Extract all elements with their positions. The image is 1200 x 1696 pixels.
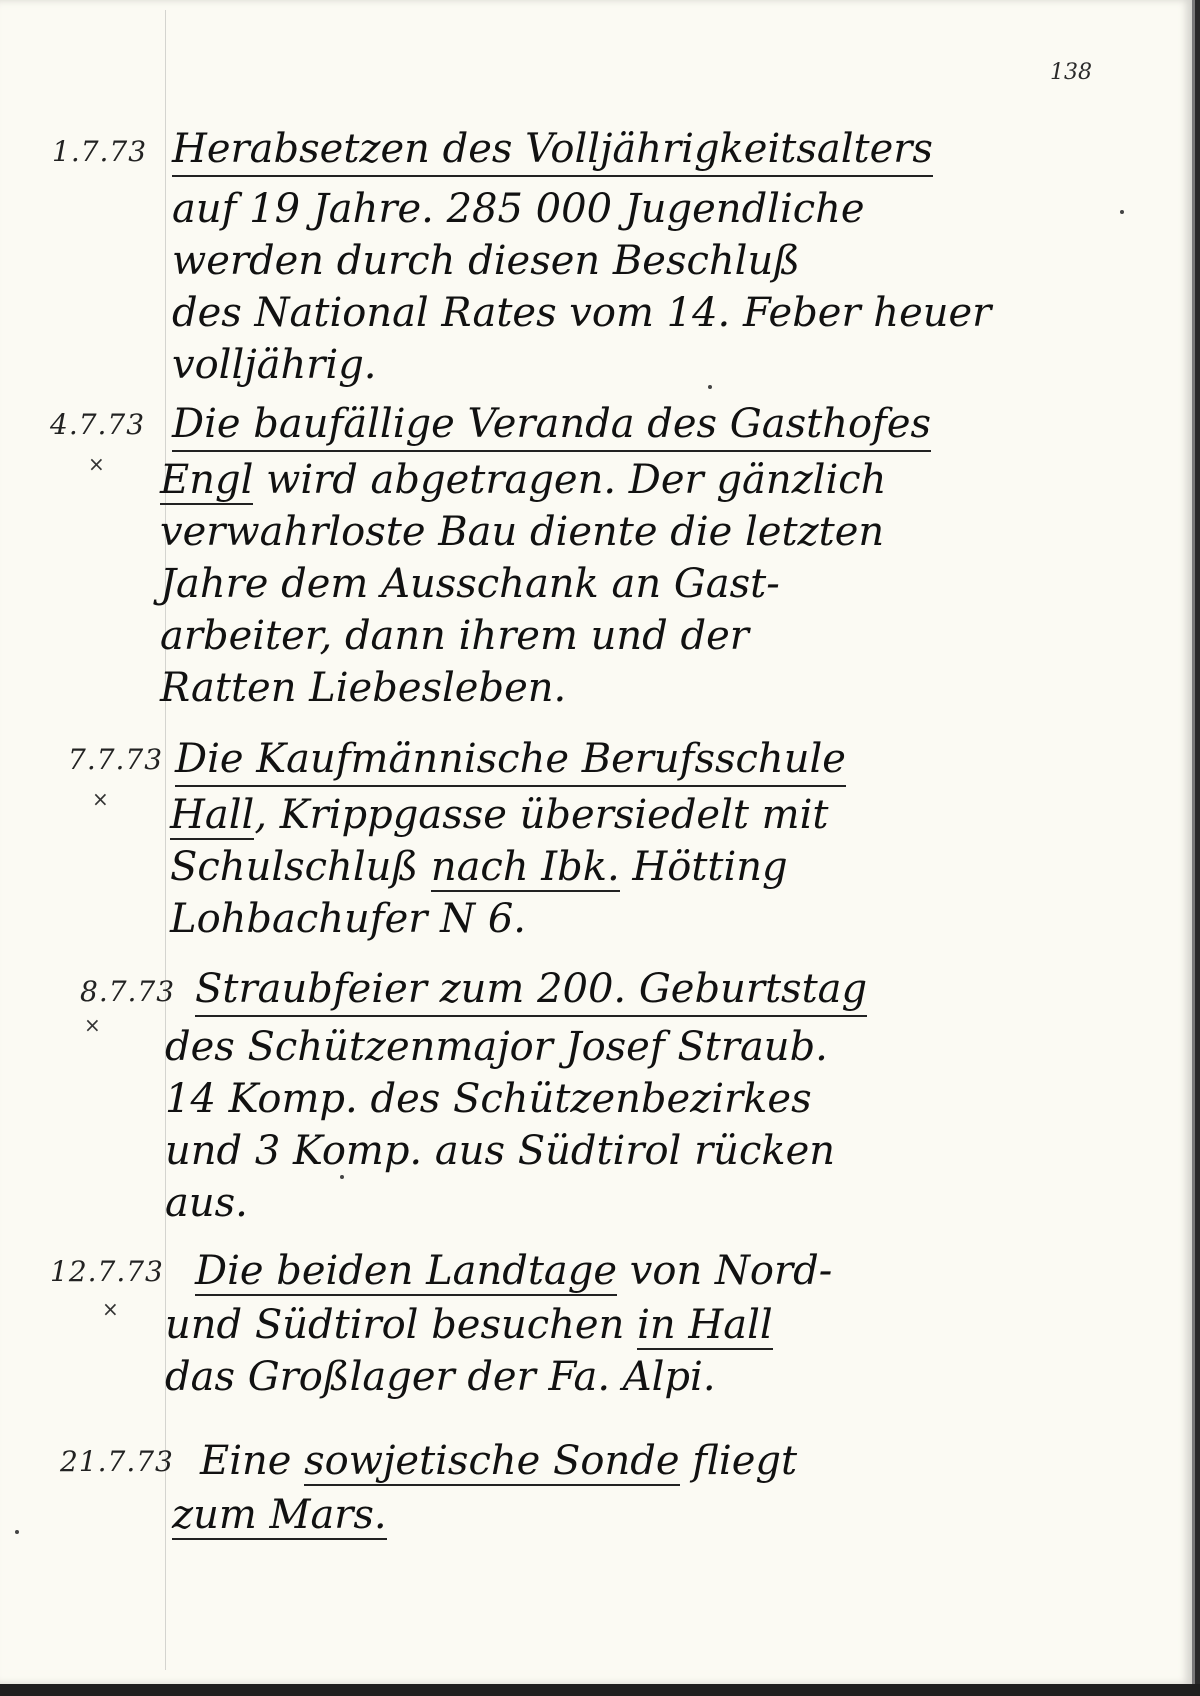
entry-title: Die baufällige Veranda des Gasthofes — [172, 400, 931, 452]
entry-date: 4.7.73 — [50, 408, 146, 441]
entry-body-line — [170, 789, 828, 841]
entry-body-underlined: in Hall — [637, 1302, 773, 1348]
ink-speck — [15, 1530, 19, 1534]
entry-body-underlined: nach Ibk. — [430, 844, 620, 890]
entry-title: Herabsetzen des Volljährigkeitsalters — [172, 125, 933, 177]
entry-body-text: wird abgetragen. Der gänzlich — [253, 457, 887, 503]
entry-title-cont: zum Mars. — [172, 1492, 387, 1538]
ink-speck — [1120, 210, 1124, 214]
entry-date: 8.7.73 — [80, 975, 176, 1008]
entry-title: Die beiden Landtage — [195, 1248, 618, 1294]
entry-body-line: Lohbachufer N 6. — [170, 896, 526, 942]
entry-body: verwahrloste Bau diente die letzten Jahre dem Ausschank an Gast- arbeiter, dann ihrem und der Ratten Liebesleben. — [160, 509, 885, 711]
scan-bottom-edge — [0, 1684, 1200, 1696]
entry-title: Die Kaufmännische Berufsschule — [175, 735, 846, 787]
margin-line — [165, 10, 166, 1670]
entry-mark: × — [102, 1297, 119, 1321]
entry-title-line — [200, 1435, 797, 1487]
entry-title-cont: Engl — [160, 457, 254, 503]
entry-body-text: , Krippgasse übersiedelt mit — [254, 792, 829, 838]
entry-date: 12.7.73 — [50, 1255, 164, 1288]
page-number: 138 — [1050, 60, 1092, 85]
ink-speck — [708, 385, 712, 389]
ink-speck — [340, 1175, 344, 1179]
entry-body: auf 19 Jahre. 285 000 Jugendliche werden durch diesen Beschluß des National Rates vom 14. Feber heuer volljährig. — [172, 186, 992, 388]
entry-date: 1.7.73 — [52, 135, 148, 168]
entry-title-line — [172, 1489, 387, 1541]
entry-mark: × — [92, 787, 109, 811]
entry-body-text: Hötting — [619, 844, 788, 890]
entry-date: 21.7.73 — [60, 1445, 174, 1478]
entry-title-text: Eine — [200, 1438, 305, 1484]
entry-title-cont: Hall — [170, 792, 255, 838]
entry-body-line: das Großlager der Fa. Alpi. — [165, 1354, 716, 1400]
entry-body-line — [170, 841, 788, 893]
entry-mark: × — [84, 1013, 101, 1037]
entry-title-tail: von Nord- — [617, 1248, 833, 1294]
entry-mark: × — [88, 452, 105, 476]
entry-body-text: und Südtirol besuchen — [165, 1302, 638, 1348]
entry-title-line — [195, 1245, 832, 1297]
entry-body-text: Schulschluß — [170, 844, 431, 890]
entry-body-line — [165, 1299, 773, 1351]
entry-body-line — [160, 454, 886, 506]
entry-title-underlined: sowjetische Sonde — [304, 1438, 680, 1484]
entry-date: 7.7.73 — [68, 743, 164, 776]
entry-title-text: fliegt — [679, 1438, 798, 1484]
entry-body: des Schützenmajor Josef Straub. 14 Komp. des Schützenbezirkes und 3 Komp. aus Südtirol rücken aus. — [165, 1024, 836, 1226]
entry-title: Straubfeier zum 200. Geburtstag — [195, 965, 867, 1017]
